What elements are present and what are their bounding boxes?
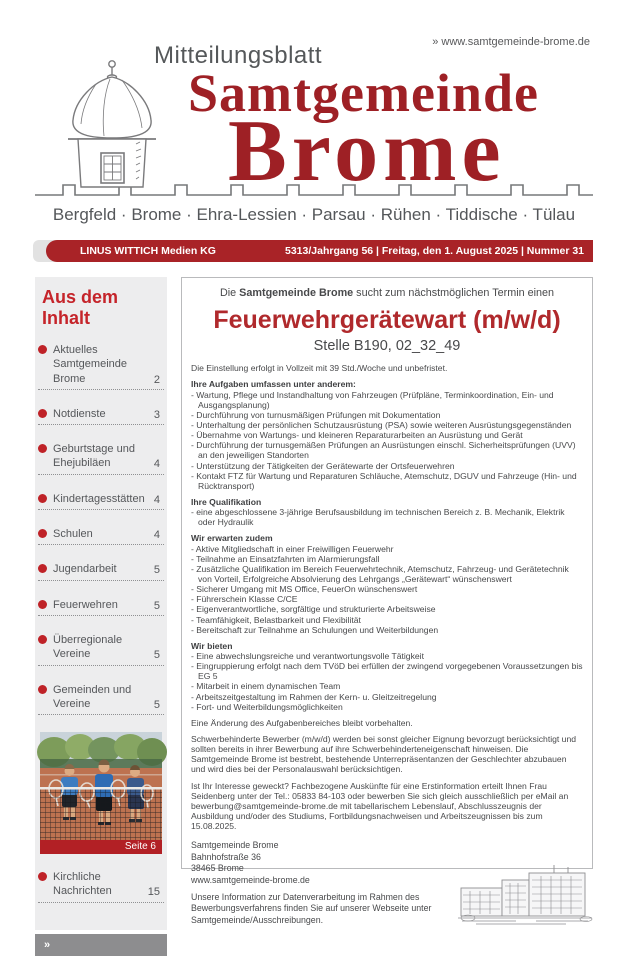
section-heading: Wir bieten	[191, 640, 233, 651]
bullet-icon	[38, 872, 47, 881]
bullet-icon	[38, 529, 47, 538]
list-item: - Teamfähigkeit, Belastbarkeit und Flexibilität	[191, 615, 583, 625]
toc-item-page: 3	[153, 408, 160, 421]
masthead-title-brome: Brome	[228, 103, 506, 200]
toc-item-page: 5	[153, 698, 160, 711]
toc-item-label: Jugendarbeit	[53, 563, 117, 576]
toc-item-label: Notdienste	[53, 407, 106, 420]
list-item: - Teilnahme an Einsatzfahrten im Alarmierungsfall	[191, 554, 583, 564]
list-item: - Eigenverantwortliche, sorgfältige und strukturierte Arbeitsweise	[191, 604, 583, 614]
bullet-icon	[38, 345, 47, 354]
list-item: - Eine abwechslungsreiche und verantwortungsvolle Tätigkeit	[191, 651, 583, 661]
bullet-icon	[38, 409, 47, 418]
toc-item-page: 4	[153, 493, 160, 506]
toc-item-page: 4	[153, 458, 160, 471]
employment-note: Die Einstellung erfolgt in Vollzeit mit 39 Std./Woche und unbefristet.	[191, 363, 448, 374]
equal-opportunity-note: Schwerbehinderte Bewerber (m/w/d) werden bei sonst gleicher Eignung bevorzugt berücksichtigt und sollten bereits in ihrer Bewerbung auf ihre Schwerbehinderteneigenschaft hinweisen. Die Samtgemeinde Brome ist bestrebt, bestehende Unterrepräsentanzen der Geschlechter abzubauen und wird dies bei der Personalauswahl berücksichtigen.	[191, 733, 577, 775]
toc-item-page: 5	[153, 649, 160, 662]
toc-item-label: Geburtstage und Ehejubiläen	[53, 443, 135, 470]
website-link[interactable]: » www.samtgemeinde-brome.de	[432, 36, 590, 48]
tennis-photo-illustration	[40, 732, 162, 840]
masthead-kicker: Mitteilungsblatt	[154, 42, 323, 69]
toc-panel	[35, 277, 167, 930]
ad-intro: Die Samtgemeinde Brome sucht zum nächstmöglichen Termin einen	[219, 287, 555, 299]
toc-item[interactable]	[38, 442, 164, 475]
section-list	[191, 507, 583, 527]
toc-item-label: Feuerwehren	[53, 598, 118, 611]
toc-list	[35, 343, 167, 715]
toc-item-label: Gemeinden und Vereine	[53, 683, 132, 710]
toc-item-page: 2	[153, 373, 160, 386]
toc-item-label: Kindertagesstätten	[53, 492, 145, 505]
toc-item[interactable]	[38, 492, 164, 510]
address-line: www.samtgemeinde-brome.de	[191, 874, 310, 885]
list-item: - Führerschein Klasse C/CE	[191, 594, 583, 604]
contact-note: Ist Ihr Interesse geweckt? Fachbezogene Auskünfte für eine Erstinformation erteilt Ihnen Frau Seidenberg unter der Tel.: 05833 84-103 oder bewerben Sie sich gleich ausschließlich per eMail an bewerbung@samtgemeinde-brome.de mit tabellarischem Lebenslauf, Abschlusszeugnis der Ausbildung und/oder des Studiums, Fortbildungsnachweisen und Arbeitszeugnissen bis zum 15.08.2025.	[191, 780, 569, 832]
toc-item[interactable]	[38, 527, 164, 545]
ad-footer	[191, 840, 583, 926]
address-block	[191, 840, 456, 926]
list-item: - Durchführung der turnusgemäßen Prüfungen an Ausrüstungen einschl. Sicherheitsprüfungen (UVV) an den jeweiligen Standorten	[191, 440, 583, 460]
job-ad	[181, 277, 593, 925]
section-list	[191, 390, 583, 491]
bullet-icon	[38, 444, 47, 453]
job-title: Feuerwehrgerätewart (m/w/d)	[213, 305, 561, 334]
bullet-icon	[38, 600, 47, 609]
address-line: 38465 Brome	[191, 863, 244, 874]
job-reference: Stelle B190, 02_32_49	[313, 338, 461, 355]
epaper-link[interactable]: » epaper.wittich.de/5313	[35, 934, 167, 956]
list-item: - Bereitschaft zur Teilnahme an Schulungen und Weiterbildungen	[191, 625, 583, 635]
toc-item-label: Schulen	[53, 528, 93, 541]
toc-item[interactable]	[38, 870, 164, 903]
issue-info: 5313/Jahrgang 56 | Freitag, den 1. August 2025 | Nummer 31	[284, 245, 584, 257]
list-item: - Übernahme von Wartungs- und kleineren Reparaturarbeiten an Ausrüstung und Gerät	[191, 430, 583, 440]
toc-item-page: 5	[153, 599, 160, 612]
bullet-icon	[38, 685, 47, 694]
toc-item[interactable]	[38, 562, 164, 580]
issue-bar	[46, 240, 593, 262]
section-offer	[191, 641, 583, 712]
section-qualification	[191, 497, 583, 527]
list-item: - eine abgeschlossene 3-jährige Berufsausbildung im technischen Bereich z. B. Mechanik, Elektrik oder Hydraulik	[191, 507, 583, 527]
address-line: Samtgemeinde Brome	[191, 840, 279, 851]
publisher-label: LINUS WITTICH Medien KG	[80, 245, 216, 257]
toc-item-page: 4	[153, 529, 160, 542]
bullet-icon	[38, 494, 47, 503]
section-list	[191, 544, 583, 635]
teaser-photo-tennis[interactable]	[40, 732, 162, 854]
address-lines	[191, 840, 456, 886]
list-item: - Wartung, Pflege und Instandhaltung von Fahrzeugen (Prüfpläne, Terminkoordination, Ein- und Ausgangsplanung)	[191, 390, 583, 410]
address-line: Bahnhofstraße 36	[191, 851, 261, 862]
toc-item[interactable]	[38, 683, 164, 716]
tower-illustration	[52, 56, 172, 193]
list-item: - Unterstützung der Tätigkeiten der Gerätewarte der Ortsfeuerwehren	[191, 461, 583, 471]
toc-item[interactable]	[38, 343, 164, 390]
toc-item[interactable]	[38, 633, 164, 666]
section-heading: Ihre Aufgaben umfassen unter anderem:	[191, 379, 356, 390]
list-item: - Unterhaltung der persönlichen Schutzausrüstung (PSA) sowie weiteren Ausrüstungsgegenständen	[191, 420, 583, 430]
sidebar	[35, 277, 167, 973]
toc-item-page: 5	[153, 564, 160, 577]
masthead-title-samtgemeinde: Samtgemeinde	[188, 63, 539, 123]
list-item: - Fort- und Weiterbildungsmöglichkeiten	[191, 702, 583, 712]
list-item: - Arbeitszeitgestaltung im Rahmen der Kern- u. Gleitzeitregelung	[191, 692, 583, 702]
list-item: - Zusätzliche Qualifikation im Bereich Feuerwehrtechnik, Atemschutz, Fahrzeug- und Gerätetechnik von Vorteil, Erfolgreiche Absolvierung des Lehrgangs „Gerätewart“ wünschenswert	[191, 564, 583, 584]
change-note: Eine Änderung des Aufgabenbereiches bleibt vorbehalten.	[191, 717, 413, 728]
toc-item-label: Kirchliche Nachrichten	[53, 871, 112, 898]
list-item: - Kontakt FTZ für Wartung und Reparaturen Schläuche, Atemschutz, DGUV und Fahrzeuge (Hin- und Rücktransport)	[191, 471, 583, 491]
list-item: - Aktive Mitgliedschaft in einer Freiwilligen Feuerwehr	[191, 544, 583, 554]
toc-item-label: Aktuelles Samtgemeinde Brome	[53, 344, 127, 385]
section-expectations	[191, 533, 583, 634]
bullet-icon	[38, 635, 47, 644]
privacy-note: Unsere Information zur Datenverarbeitung im Rahmen des Bewerbungsverfahrens finden Sie auf unserer Webseite unter Samtgemeinde/Ausschreibungen.	[191, 891, 432, 925]
toc-item-label: Überregionale Vereine	[53, 633, 123, 661]
bullet-icon	[38, 564, 47, 573]
toc-item-page: 15	[147, 886, 160, 899]
section-heading: Ihre Qualifikation	[191, 497, 262, 508]
section-list	[191, 651, 583, 712]
list-item: - Durchführung von turnusmäßigen Prüfungen mit Dokumentation	[191, 410, 583, 420]
photo-caption: Seite 6	[40, 840, 162, 854]
section-tasks	[191, 379, 583, 491]
list-item: - Mitarbeit in einem dynamischen Team	[191, 681, 583, 691]
section-heading: Wir erwarten zudem	[191, 533, 273, 544]
town-hall-sketch	[456, 864, 594, 926]
member-municipalities: Bergfeld · Brome · Ehra-Lessien · Parsau · Rühen · Tiddische · Tülau	[52, 205, 576, 224]
toc-item[interactable]	[38, 598, 164, 616]
list-item: - Eingruppierung erfolgt nach dem TVöD bei erfüllen der zwingend vorgegebenen Voraussetzungen bis EG 5	[191, 661, 583, 681]
toc-item[interactable]	[38, 407, 164, 425]
list-item: - Sicherer Umgang mit MS Office, FeuerOn wünschenswert	[191, 584, 583, 594]
toc-heading: Aus dem Inhalt	[42, 287, 119, 328]
